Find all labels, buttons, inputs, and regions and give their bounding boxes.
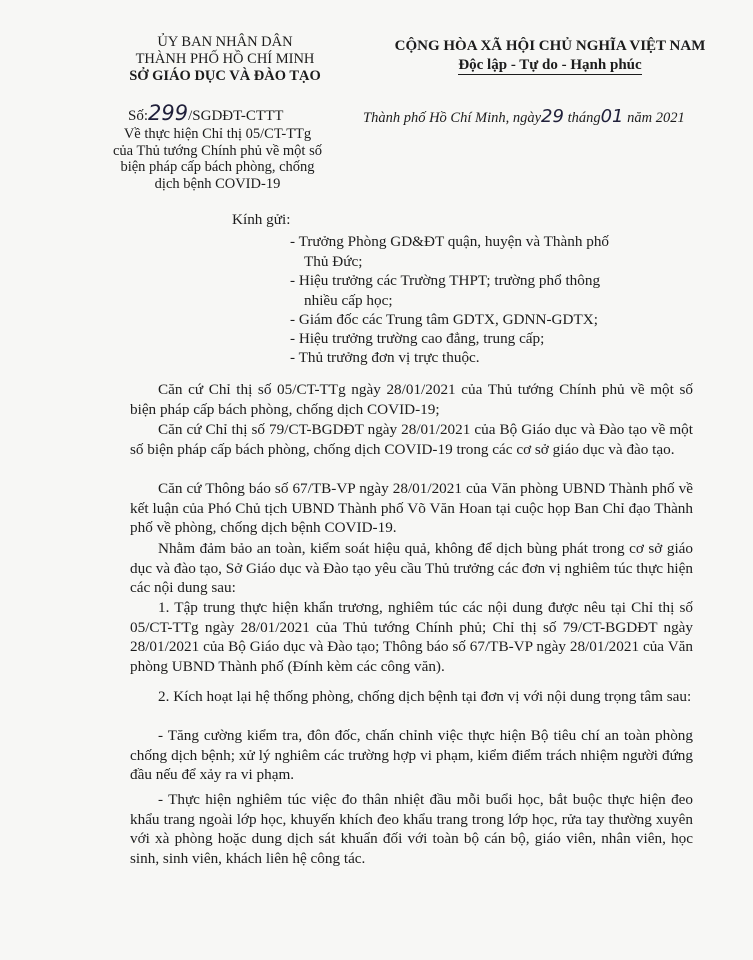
date-year-label: năm 2021 (627, 110, 685, 126)
subject-block (95, 126, 340, 192)
recipient-item: - Giám đốc các Trung tâm GDTX, GDNN-GDTX; (290, 311, 598, 328)
body-paragraph: Nhằm đảm bảo an toàn, kiểm soát hiệu quả, không để dịch bùng phát trong cơ sở giáo dục và đào tạo, Sở Giáo dục và Đào tạo yêu cầu Thủ trưởng các đơn vị nghiêm túc thực hiện các nội dung sau: (130, 540, 693, 597)
doc-number-handwritten: 299 (148, 101, 189, 125)
body-paragraph: 2. Kích hoạt lại hệ thống phòng, chống dịch bệnh tại đơn vị với nội dung trọng tâm sau: (158, 688, 692, 705)
recipient-item: - Thủ trưởng đơn vị trực thuộc. (290, 349, 480, 366)
issuer-line-3: SỞ GIÁO DỤC VÀ ĐÀO TẠO (129, 68, 321, 84)
subject-line: của Thủ tướng Chính phủ về một số (113, 142, 322, 159)
document-number (128, 103, 283, 126)
body-paragraph: - Thực hiện nghiêm túc việc đo thân nhiệt đầu mỗi buổi học, bắt buộc thực hiện đeo khẩu trang ngoài lớp học, khuyến khích đeo khẩu trang trong lớp học, rửa tay thường xuyên với xà phòng hoặc dung dịch sát khuẩn đối với toàn bộ cán bộ, giáo viên, nhân viên, học sinh, sinh viên, khách liên hệ công tác. (130, 791, 693, 867)
issuer-line-1: ỦY BAN NHÂN DÂN (157, 34, 293, 50)
national-title: CỘNG HÒA XÃ HỘI CHỦ NGHĨA VIỆT NAM (394, 38, 706, 54)
recipient-item (290, 271, 600, 310)
subject-line: dịch bệnh COVID-19 (154, 175, 281, 192)
body-paragraph: Căn cứ Thông báo số 67/TB-VP ngày 28/01/2021 của Văn phòng UBND Thành phố về kết luận của Phó Chủ tịch UBND Thành phố Võ Văn Hoan tại cuộc họp Ban Chỉ đạo Thành phố về phòng, chống dịch bệnh COVID-19. (130, 480, 693, 537)
body-paragraph: Căn cứ Chỉ thị số 05/CT-TTg ngày 28/01/2021 của Thủ tướng Chính phủ về một số biện pháp cấp bách phòng, chống dịch COVID-19; (130, 381, 693, 418)
recipient-item (290, 232, 609, 271)
recipient-line: nhiều cấp học; (304, 291, 393, 309)
subject-line: biện pháp cấp bách phòng, chống (120, 159, 315, 175)
date-line (363, 108, 685, 127)
body-paragraph: Căn cứ Chỉ thị số 79/CT-BGDĐT ngày 28/01/2021 của Bộ Giáo dục và Đào tạo về một số biện pháp cấp bách phòng, chống dịch COVID-19 trong các cơ sở giáo dục và đào tạo. (130, 421, 693, 458)
date-place: Thành phố Hồ Chí Minh, ngày (363, 110, 542, 126)
body-paragraph: 1. Tập trung thực hiện khẩn trương, nghiêm túc các nội dung được nêu tại Chỉ thị số 05/CT-TTg ngày 28/01/2021 của Thủ tướng Chính phủ; Chỉ thị số 79/CT-BGDĐT ngày 28/01/2021 của Bộ Giáo dục và Đào tạo; Thông báo số 67/TB-VP ngày 28/01/2021 của Văn phòng UBND Thành phố (Đính kèm các công văn). (130, 599, 693, 675)
recipient-line: Thủ Đức; (304, 252, 363, 270)
subject-line: Về thực hiện Chỉ thị 05/CT-TTg (123, 126, 312, 142)
body-paragraph: - Tăng cường kiểm tra, đôn đốc, chấn chỉnh việc thực hiện Bộ tiêu chí an toàn phòng chống dịch bệnh; xử lý nghiêm các trường hợp vi phạm, kiểm điểm trách nhiệm người đứng đầu nếu để xảy ra vi phạm. (130, 727, 693, 784)
doc-number-prefix: Số: (128, 108, 149, 124)
national-motto: Độc lập - Tự do - Hạnh phúc (458, 57, 642, 73)
recipient-line: - Hiệu trưởng các Trường THPT; trường phổ thông (290, 272, 601, 289)
recipient-line: - Trưởng Phòng GD&ĐT quận, huyện và Thành phố (290, 233, 610, 250)
date-month: 01 (600, 106, 624, 127)
date-day: 29 (541, 106, 564, 127)
doc-number-suffix: /SGDĐT-CTTT (188, 108, 284, 124)
recipients-label: Kính gửi: (232, 211, 291, 228)
issuer-line-2: THÀNH PHỐ HỒ CHÍ MINH (135, 51, 315, 67)
recipient-item: - Hiệu trưởng trường cao đẳng, trung cấp; (290, 330, 545, 347)
motto-wrap (365, 56, 735, 75)
date-month-label: tháng (567, 110, 601, 126)
